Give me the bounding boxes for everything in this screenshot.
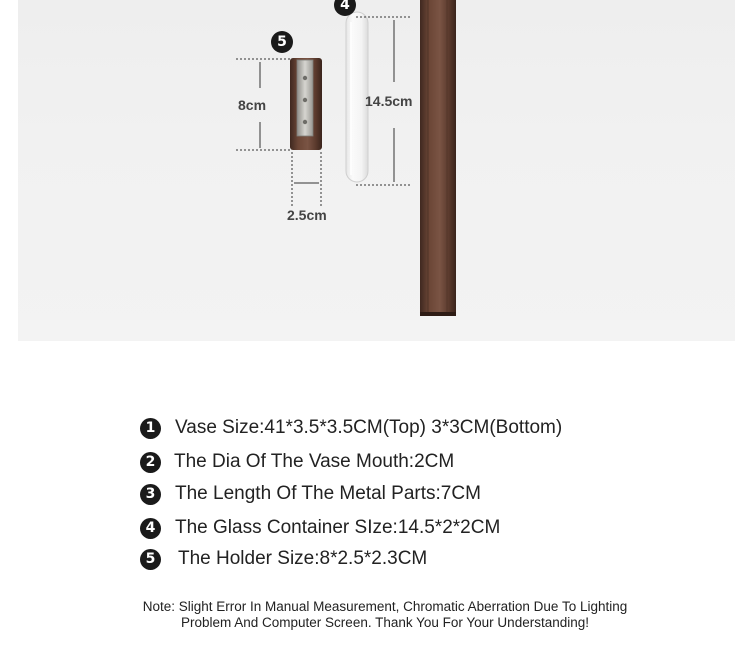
spec-text: The Glass Container SIze:14.5*2*2CM: [175, 517, 501, 538]
spec-number-badge: 1: [140, 418, 161, 439]
spec-text: Vase Size:41*3.5*3.5CM(Top) 3*3CM(Bottom): [175, 417, 563, 438]
holder-height-label: 8cm: [238, 97, 267, 113]
spec-text: The Length Of The Metal Parts:7CM: [175, 483, 481, 504]
product-illustration: [18, 0, 735, 341]
badge-glass-container: 4: [334, 0, 356, 16]
glass-height-label: 14.5cm: [365, 93, 413, 109]
note-line-1: Note: Slight Error In Manual Measurement, Chromatic Aberration Due To Lighting: [142, 599, 628, 614]
product-photo: [18, 0, 735, 341]
spec-item: [140, 517, 500, 539]
holder-width-label: 2.5cm: [287, 207, 327, 223]
spec-number-badge: 2: [140, 452, 161, 473]
spec-number-badge: 5: [140, 549, 161, 570]
note-line-2: Problem And Computer Screen. Thank You For Your Understanding!: [180, 615, 589, 630]
badge-holder: 5: [271, 31, 293, 53]
holder-width-dimension: [292, 152, 321, 208]
spec-item: [140, 451, 454, 473]
holder: [290, 58, 322, 150]
measurement-note: [60, 599, 710, 631]
spec-text: The Holder Size:8*2.5*2.3CM: [178, 548, 428, 569]
wooden-vase: [420, 0, 456, 316]
spec-item: [140, 548, 427, 570]
spec-number-badge: 3: [140, 484, 161, 505]
spec-text: The Dia Of The Vase Mouth:2CM: [174, 451, 455, 472]
spec-number-badge: 4: [140, 518, 161, 539]
spec-item: [140, 483, 481, 505]
spec-item: [140, 417, 562, 439]
